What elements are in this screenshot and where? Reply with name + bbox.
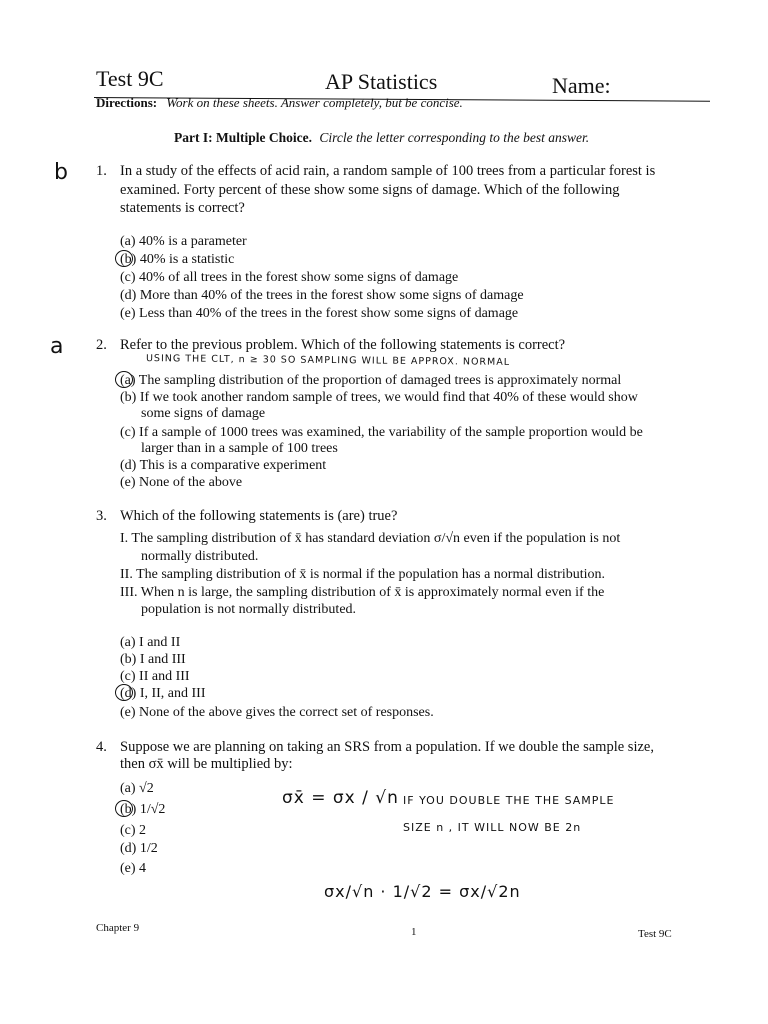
q3-line-1: Which of the following statements is (are) true? (120, 508, 398, 524)
q3-statement-2: II. The sampling distribution of x̄ is normal if the population has a normal distribution. (120, 567, 606, 582)
q2-choice-a[interactable]: (a) The sampling distribution of the proportion of damaged trees is approximately normal (120, 373, 622, 388)
q2-choice-c[interactable]: (c) If a sample of 1000 trees was examined, the variability of the sample proportion would be (120, 425, 643, 440)
q4-number: 4. (96, 739, 107, 755)
answer-circle (115, 250, 133, 267)
q1-choice-e[interactable]: (e) Less than 40% of the trees in the forest show some signs of damage (120, 306, 519, 321)
q1-line-1: In a study of the effects of acid rain, a random sample of 100 trees from a particular forest is (120, 163, 656, 179)
directions-label: Directions: (96, 95, 158, 110)
part1-instruction: Circle the letter corresponding to the best answer. (319, 130, 590, 145)
part1-heading (174, 130, 589, 146)
footer-test-label: Test 9C (638, 928, 672, 940)
q3-choice-d[interactable]: (d) I, II, and III (120, 686, 206, 701)
test-label: Test 9C (96, 66, 164, 91)
name-label: Name: (552, 73, 611, 98)
q1-choice-b[interactable]: (b) 40% is a statistic (120, 252, 235, 267)
q3-statement-3: III. When n is large, the sampling distribution of x̄ is approximately normal even if the (120, 585, 605, 600)
q1-choice-a[interactable]: (a) 40% is a parameter (120, 234, 247, 249)
q1-line-2: examined. Forty percent of these show some signs of damage. Which of the following (120, 182, 620, 198)
part1-title: Part I: Multiple Choice. (174, 130, 312, 145)
q4-work-note-1: IF YOU DOUBLE THE THE SAMPLE (403, 794, 615, 807)
q4-line-2: then σx̄ will be multiplied by: (120, 756, 293, 772)
q2-number: 2. (96, 337, 107, 353)
q3-choice-a[interactable]: (a) I and II (120, 635, 181, 650)
q3-statement-3-cont: population is not normally distributed. (141, 602, 357, 617)
answer-circle (115, 800, 133, 817)
directions-text: Work on these sheets. Answer completely, but be concise. (166, 95, 463, 110)
q3-number: 3. (96, 508, 107, 524)
q2-handwritten-note: USING THE CLT, n ≥ 30 SO SAMPLING WILL BE APPROX. NORMAL (145, 353, 511, 368)
course-title: AP Statistics (325, 69, 438, 94)
q4-choice-c[interactable]: (c) 2 (120, 823, 147, 838)
q3-choice-c[interactable]: (c) II and III (120, 669, 190, 684)
q4-work-calculation: σx/√n · 1/√2 = σx/√2n (324, 882, 521, 901)
margin-answer-q2: a (50, 334, 65, 359)
q4-choice-e[interactable]: (e) 4 (120, 861, 147, 876)
q4-work-formula: σx̄ = σx / √n (282, 788, 399, 808)
q1-line-3: statements is correct? (120, 200, 245, 216)
q2-choice-b[interactable]: (b) If we took another random sample of trees, we would find that 40% of these would show (120, 390, 638, 405)
footer-page-number: 1 (411, 926, 417, 938)
q3-choice-e[interactable]: (e) None of the above gives the correct set of responses. (120, 705, 434, 720)
answer-circle (115, 371, 133, 388)
q2-choice-e[interactable]: (e) None of the above (120, 475, 243, 490)
margin-answer-q1: b (54, 160, 69, 185)
answer-circle (115, 684, 133, 701)
q1-choice-d[interactable]: (d) More than 40% of the trees in the forest show some signs of damage (120, 288, 524, 303)
q3-choice-b[interactable]: (b) I and III (120, 652, 186, 667)
q1-choice-c[interactable]: (c) 40% of all trees in the forest show some signs of damage (120, 270, 459, 285)
q4-work-note-2: SIZE n , IT WILL NOW BE 2n (403, 821, 582, 834)
directions (96, 95, 463, 111)
q4-choice-d[interactable]: (d) 1/2 (120, 841, 158, 856)
q2-choice-d[interactable]: (d) This is a comparative experiment (120, 458, 327, 473)
q4-line-1: Suppose we are planning on taking an SRS from a population. If we double the sample size, (120, 739, 654, 755)
q3-statement-1: I. The sampling distribution of x̄ has standard deviation σ/√n even if the population is not (120, 531, 621, 546)
footer-chapter: Chapter 9 (96, 922, 140, 934)
q4-choice-b[interactable]: (b) 1/√2 (120, 802, 166, 817)
q2-line-1: Refer to the previous problem. Which of the following statements is correct? (120, 337, 566, 353)
q2-choice-b-cont: some signs of damage (141, 406, 266, 421)
q1-number: 1. (96, 163, 107, 179)
q4-choice-a[interactable]: (a) √2 (120, 781, 154, 796)
q2-choice-c-cont: larger than in a sample of 100 trees (141, 441, 338, 456)
q3-statement-1-cont: normally distributed. (141, 549, 259, 564)
